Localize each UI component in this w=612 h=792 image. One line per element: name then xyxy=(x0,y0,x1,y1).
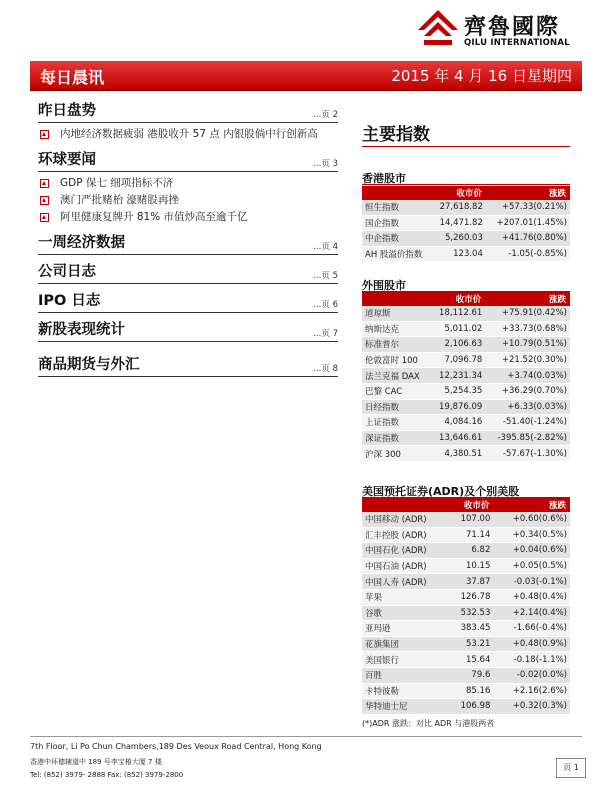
index-price: 10.15 xyxy=(448,558,493,574)
index-change: -1.05(-0.85%) xyxy=(486,246,570,262)
index-change: +3.74(0.03%) xyxy=(485,368,570,384)
index-price: 5,254.35 xyxy=(430,383,485,399)
section-items xyxy=(38,123,338,143)
index-change: +0.48(0.4%) xyxy=(493,589,570,605)
index-name: 法兰克福 DAX xyxy=(362,368,430,384)
table-row xyxy=(362,683,570,699)
index-price: 27,618.82 xyxy=(432,200,486,215)
index-price: 4,084.16 xyxy=(430,415,485,431)
toc-section xyxy=(38,354,338,377)
table-row xyxy=(362,527,570,543)
index-price: 4,380.51 xyxy=(430,446,485,462)
index-name: 亚玛逊 xyxy=(362,621,448,637)
indices-title: 主要指数 xyxy=(362,125,430,145)
section-page-ref: …页 7 xyxy=(312,329,338,339)
table-row xyxy=(362,558,570,574)
section-heading[interactable] xyxy=(38,261,338,284)
index-change: +57.33(0.21%) xyxy=(486,200,570,215)
table-header-row xyxy=(362,498,570,512)
table-header-row xyxy=(362,292,570,306)
index-name: 谷歌 xyxy=(362,605,448,621)
toc-section xyxy=(38,232,338,255)
toc-section xyxy=(38,261,338,284)
logo-name-en: QILU INTERNATIONAL xyxy=(464,38,570,48)
section-heading[interactable] xyxy=(38,354,338,377)
index-price: 106.98 xyxy=(448,699,493,715)
report-date: 2015 年 4 月 16 日星期四 xyxy=(391,67,572,85)
index-change: -51.40(-1.24%) xyxy=(485,415,570,431)
index-change: -57.67(-1.30%) xyxy=(485,446,570,462)
index-price: 107.00 xyxy=(448,512,493,527)
bullet-icon xyxy=(40,179,49,188)
logo-mark-icon xyxy=(416,8,460,48)
foreign-market-title: 外围股市 xyxy=(362,279,406,292)
index-name: 恒生指数 xyxy=(362,200,432,215)
title-banner xyxy=(30,61,582,91)
toc-item-text: 阿里健康复牌升 81% 市值炒高至逾千亿 xyxy=(60,211,248,223)
index-name: 中国石油 (ADR) xyxy=(362,558,448,574)
section-title: IPO 日志 xyxy=(38,293,101,309)
section-items xyxy=(38,172,338,226)
index-change: -0.18(-1.1%) xyxy=(493,652,570,668)
adr-title: 美国预托证券(ADR)及个别美股 xyxy=(362,485,520,498)
index-name: 中企指数 xyxy=(362,231,432,247)
table-row xyxy=(362,543,570,559)
toc-item[interactable] xyxy=(38,192,338,209)
index-name: 纳斯达克 xyxy=(362,321,430,337)
toc-section xyxy=(38,319,338,342)
table-row xyxy=(362,605,570,621)
table-row xyxy=(362,306,570,321)
index-price: 5,011.02 xyxy=(430,321,485,337)
index-name: 花旗集团 xyxy=(362,636,448,652)
index-change: +10.79(0.51%) xyxy=(485,337,570,353)
section-heading[interactable] xyxy=(38,232,338,255)
bullet-icon xyxy=(40,213,49,222)
index-price: 15.64 xyxy=(448,652,493,668)
indices-rule xyxy=(362,146,570,147)
index-name: 卡特彼勒 xyxy=(362,683,448,699)
index-change: +36.29(0.70%) xyxy=(485,383,570,399)
index-name: 美国银行 xyxy=(362,652,448,668)
index-change: +0.48(0.9%) xyxy=(493,636,570,652)
index-price: 5,260.03 xyxy=(432,231,486,247)
index-change: +0.32(0.3%) xyxy=(493,699,570,715)
index-name: 苹果 xyxy=(362,589,448,605)
table-row xyxy=(362,652,570,668)
table-row xyxy=(362,512,570,527)
index-price: 532.53 xyxy=(448,605,493,621)
index-change: +6.33(0.03%) xyxy=(485,399,570,415)
header-blank xyxy=(362,498,448,512)
index-change: +0.04(0.6%) xyxy=(493,543,570,559)
index-change: -395.85(-2.82%) xyxy=(485,430,570,446)
index-change: +207.01(1.45%) xyxy=(486,215,570,231)
index-price: 85.16 xyxy=(448,683,493,699)
index-name: 沪深 300 xyxy=(362,446,430,462)
toc-item[interactable] xyxy=(38,126,338,143)
section-heading[interactable] xyxy=(38,290,338,313)
table-row xyxy=(362,215,570,231)
section-title: 新股表现统计 xyxy=(38,322,125,338)
index-price: 383.45 xyxy=(448,621,493,637)
index-name: 国企指数 xyxy=(362,215,432,231)
table-row xyxy=(362,621,570,637)
header-price: 收市价 xyxy=(430,292,485,306)
index-price: 2,106.63 xyxy=(430,337,485,353)
index-name: 标准普尔 xyxy=(362,337,430,353)
section-heading[interactable] xyxy=(38,100,338,123)
index-change: +0.60(0.6%) xyxy=(493,512,570,527)
table-of-contents xyxy=(38,100,338,377)
header-blank xyxy=(362,292,430,306)
bullet-icon xyxy=(40,130,49,139)
table-row xyxy=(362,321,570,337)
hk-market-title: 香港股市 xyxy=(362,172,406,185)
index-price: 53.21 xyxy=(448,636,493,652)
toc-item-text: 澳门严批赌枱 濠赌股再挫 xyxy=(60,194,179,206)
table-row xyxy=(362,246,570,262)
header-blank xyxy=(362,186,432,200)
section-page-ref: …页 5 xyxy=(312,271,338,281)
table-row xyxy=(362,200,570,215)
adr-table xyxy=(362,498,570,715)
index-price: 126.78 xyxy=(448,589,493,605)
table-row xyxy=(362,399,570,415)
section-title: 昨日盘势 xyxy=(38,103,96,119)
index-name: 日经指数 xyxy=(362,399,430,415)
footer-address-en: 7th Floor, Li Po Chun Chambers,189 Des Veoux Road Central, Hong Kong xyxy=(30,742,322,751)
table-row xyxy=(362,699,570,715)
table-row xyxy=(362,667,570,683)
index-price: 123.04 xyxy=(432,246,486,262)
index-change: +41.76(0.80%) xyxy=(486,231,570,247)
table-row xyxy=(362,636,570,652)
header-price: 收市价 xyxy=(448,498,493,512)
section-heading[interactable] xyxy=(38,149,338,172)
index-change: -0.02(0.0%) xyxy=(493,667,570,683)
index-price: 13,646.61 xyxy=(430,430,485,446)
index-price: 37.87 xyxy=(448,574,493,590)
index-price: 71.14 xyxy=(448,527,493,543)
index-name: AH 股溢价指数 xyxy=(362,246,432,262)
toc-item-text: GDP 保七 细项指标不济 xyxy=(60,177,174,189)
section-title: 公司日志 xyxy=(38,264,96,280)
header-change: 涨跌 xyxy=(493,498,570,512)
index-change: +0.34(0.5%) xyxy=(493,527,570,543)
section-page-ref: …页 6 xyxy=(312,300,338,310)
index-price: 12,231.34 xyxy=(430,368,485,384)
foreign-market-table xyxy=(362,292,570,462)
toc-item[interactable] xyxy=(38,175,338,192)
footer-address-cn: 香港中环德辅道中 189 号李宝椿大厦 7 楼 xyxy=(30,758,162,766)
index-name: 上证指数 xyxy=(362,415,430,431)
index-change: +2.16(2.6%) xyxy=(493,683,570,699)
index-change: +33.73(0.68%) xyxy=(485,321,570,337)
table-row xyxy=(362,589,570,605)
section-page-ref: …页 4 xyxy=(312,242,338,252)
index-name: 中国人寿 (ADR) xyxy=(362,574,448,590)
section-page-ref: …页 2 xyxy=(312,110,338,120)
table-row xyxy=(362,368,570,384)
table-row xyxy=(362,352,570,368)
index-name: 百胜 xyxy=(362,667,448,683)
index-name: 道琼斯 xyxy=(362,306,430,321)
index-price: 18,112.61 xyxy=(430,306,485,321)
index-change: +2.14(0.4%) xyxy=(493,605,570,621)
footer-contact: Tel: (852) 3979- 2888 Fax: (852) 3979-2800 xyxy=(30,771,184,779)
adr-note: (*)ADR 涨跌：对比 ADR 与港股两者 xyxy=(362,719,495,728)
index-name: 伦敦富时 100 xyxy=(362,352,430,368)
logo-name-cn: 齊魯國際 xyxy=(464,14,561,40)
index-price: 14,471.82 xyxy=(432,215,486,231)
table-row xyxy=(362,383,570,399)
index-price: 7,096.78 xyxy=(430,352,485,368)
hk-rule xyxy=(362,184,570,185)
hk-market-table xyxy=(362,186,570,262)
table-header-row xyxy=(362,186,570,200)
index-price: 6.82 xyxy=(448,543,493,559)
header-change: 涨跌 xyxy=(486,186,570,200)
table-row xyxy=(362,415,570,431)
index-name: 中国石化 (ADR) xyxy=(362,543,448,559)
index-change: -1.66(-0.4%) xyxy=(493,621,570,637)
index-price: 79.6 xyxy=(448,667,493,683)
index-change: -0.03(-0.1%) xyxy=(493,574,570,590)
company-logo xyxy=(416,8,606,48)
section-title: 环球要闻 xyxy=(38,152,96,168)
page-number: 页 1 xyxy=(556,758,586,778)
footer-rule xyxy=(30,736,582,737)
index-name: 巴黎 CAC xyxy=(362,383,430,399)
table-row xyxy=(362,446,570,462)
table-row xyxy=(362,337,570,353)
toc-item[interactable] xyxy=(38,209,338,226)
section-page-ref: …页 3 xyxy=(312,159,338,169)
header-price: 收市价 xyxy=(432,186,486,200)
index-change: +21.52(0.30%) xyxy=(485,352,570,368)
section-page-ref: …页 8 xyxy=(312,364,338,374)
index-name: 深证指数 xyxy=(362,430,430,446)
bullet-icon xyxy=(40,196,49,205)
toc-item-text: 内地经济数据疲弱 港股收升 57 点 内银股倘中行创新高 xyxy=(60,128,318,140)
index-name: 汇丰控股 (ADR) xyxy=(362,527,448,543)
toc-section xyxy=(38,149,338,226)
section-title: 商品期货与外汇 xyxy=(38,357,140,373)
index-name: 中国移动 (ADR) xyxy=(362,512,448,527)
section-heading[interactable] xyxy=(38,319,338,342)
report-title: 每日晨讯 xyxy=(40,68,105,87)
header-change: 涨跌 xyxy=(485,292,570,306)
section-title: 一周经济数据 xyxy=(38,235,125,251)
index-change: +75.91(0.42%) xyxy=(485,306,570,321)
toc-section xyxy=(38,290,338,313)
toc-section xyxy=(38,100,338,143)
table-row xyxy=(362,574,570,590)
table-row xyxy=(362,231,570,247)
index-name: 华特迪士尼 xyxy=(362,699,448,715)
index-change: +0.05(0.5%) xyxy=(493,558,570,574)
table-row xyxy=(362,430,570,446)
index-price: 19,876.09 xyxy=(430,399,485,415)
